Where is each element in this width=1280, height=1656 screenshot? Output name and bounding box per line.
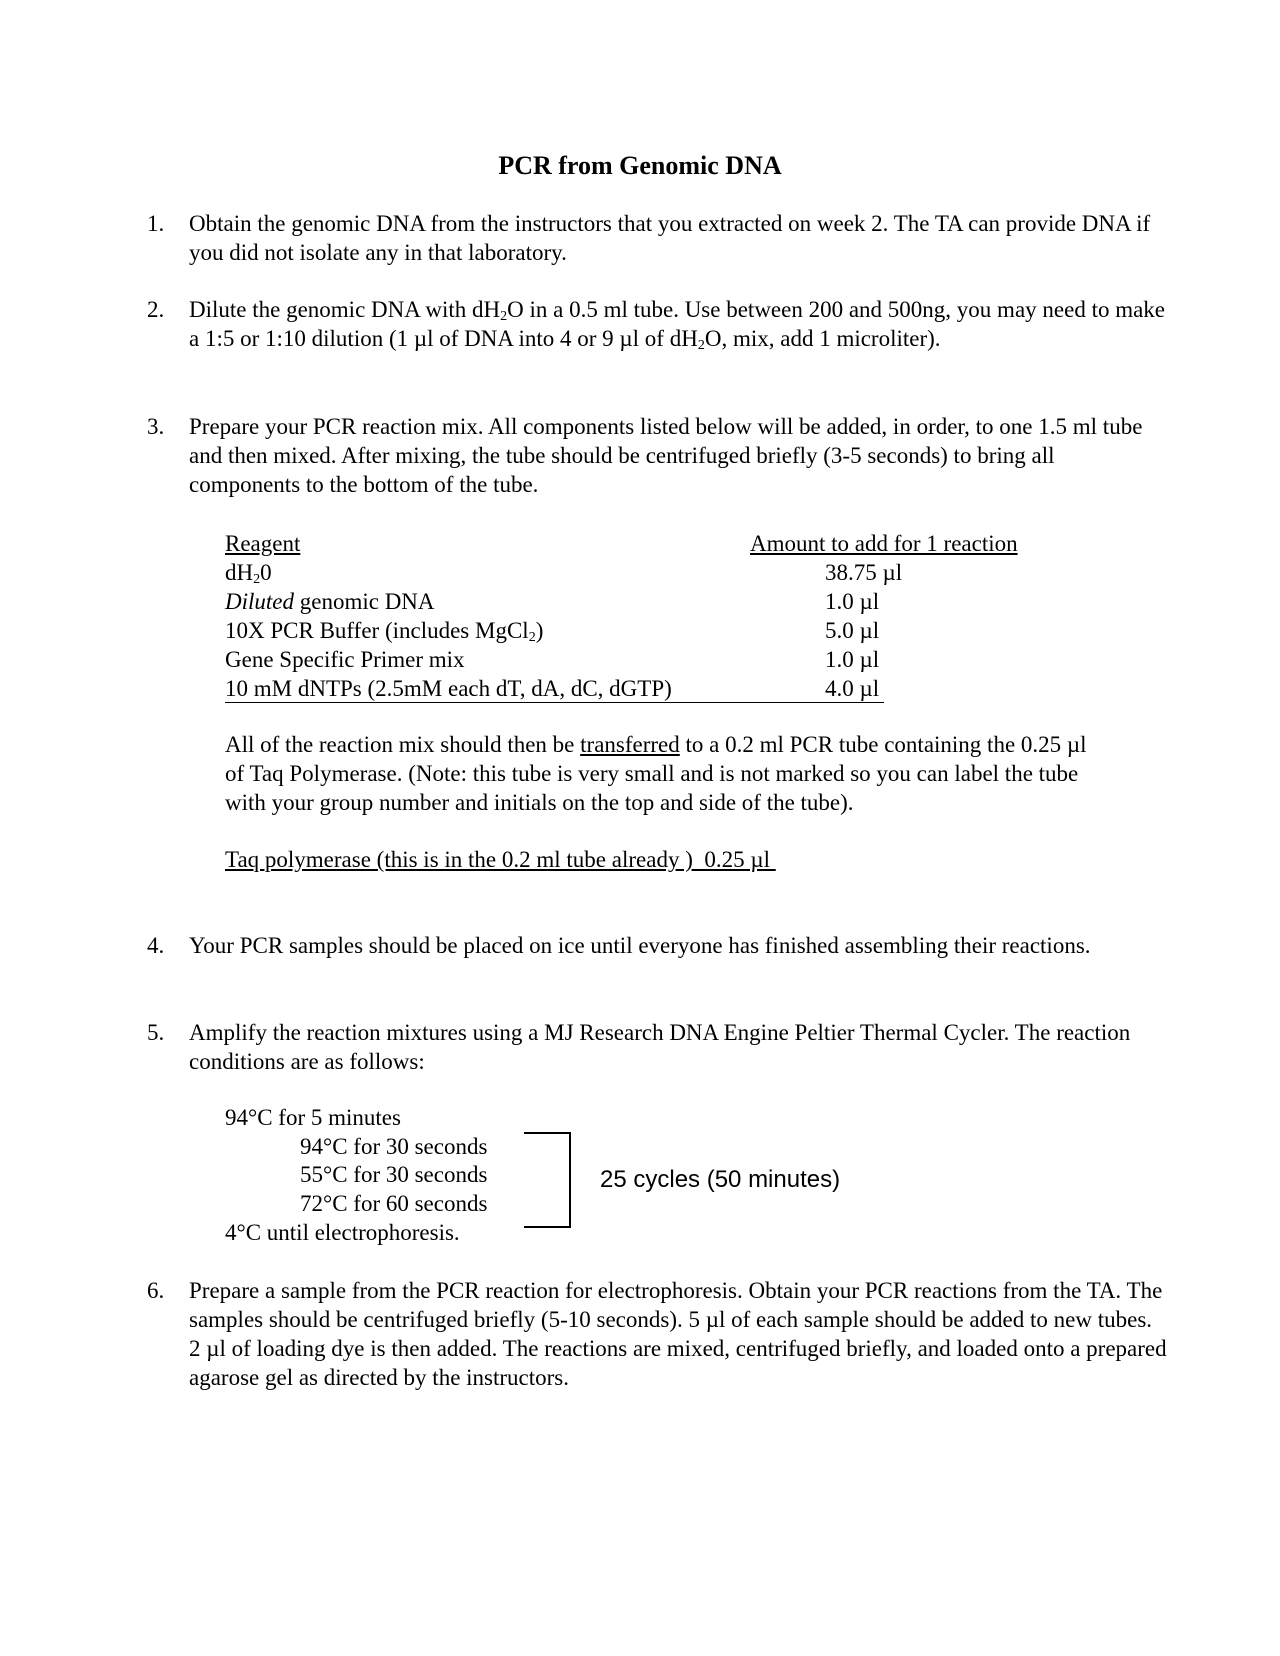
reagent-name-part: dH — [225, 560, 254, 585]
reagent-table — [225, 529, 1045, 703]
step-text — [189, 295, 1169, 353]
note-text: All of the reaction mix should then be — [225, 732, 581, 757]
reagent-name — [225, 616, 543, 645]
reagent-name-part: 10X PCR Buffer (includes MgCl — [225, 618, 529, 643]
step-number: 3. — [147, 414, 165, 439]
reagent-amount: 1.0 µl — [825, 647, 880, 672]
table-row — [225, 616, 1045, 645]
step-number: 5. — [147, 1020, 165, 1045]
step-text-part: Dilute the genomic DNA with dH — [189, 297, 501, 322]
cycle-bracket — [524, 1132, 571, 1228]
cycle-initial: 94°C for 5 minutes — [225, 1105, 401, 1130]
step-number: 6. — [147, 1278, 165, 1303]
cycle-step: 94°C for 30 seconds — [300, 1134, 488, 1159]
reagent-amount: 38.75 µl — [825, 560, 903, 585]
cycle-count-label: 25 cycles (50 minutes) — [600, 1166, 841, 1193]
subscript: 2 — [253, 572, 261, 587]
step-text: Obtain the genomic DNA from the instructors that you extracted on week 2. The TA can provide DNA if you did not isolate any in that laboratory. — [189, 211, 1151, 265]
reagent-name-part: 0 — [260, 560, 272, 585]
subscript: 2 — [697, 338, 705, 353]
reagent-amount: 1.0 µl — [825, 589, 880, 614]
reagent-name: Gene Specific Primer mix — [225, 647, 465, 672]
step-number: 2. — [147, 297, 165, 322]
reagent-name — [225, 558, 272, 587]
reagent-name — [225, 587, 435, 616]
reagent-name-italic: Diluted — [225, 589, 294, 614]
reagent-name: 10 mM dNTPs (2.5mM each dT, dA, dC, dGTP) — [225, 676, 672, 701]
cycle-step: 55°C for 30 seconds — [300, 1162, 488, 1187]
step-text-part: O, mix, add 1 microliter). — [704, 326, 941, 351]
table-header — [225, 529, 1045, 558]
step-text: Prepare a sample from the PCR reaction for electrophoresis. Obtain your PCR reactions from the TA. The samples should be centrifuged briefly (5-10 seconds). 5 µl of each sample should be added to new tubes. 2 µl of loading dye is then added. The reactions are mixed, centrifuged briefly, and loaded onto a prepared agarose gel as directed by the instructors. — [189, 1278, 1167, 1390]
step-number: 1. — [147, 211, 165, 236]
subscript: 2 — [500, 309, 508, 324]
reagent-header: Reagent — [225, 531, 301, 556]
step-text: Amplify the reaction mixtures using a MJ Research DNA Engine Peltier Thermal Cycler. The reaction conditions are as follows: — [189, 1020, 1131, 1074]
cycle-step: 72°C for 60 seconds — [300, 1191, 488, 1216]
step-number: 4. — [147, 933, 165, 958]
transfer-note — [225, 730, 1105, 817]
amount-header: Amount to add for 1 reaction — [750, 531, 1018, 556]
cycle-final: 4°C until electrophoresis. — [225, 1220, 460, 1245]
note-underlined: transferred — [580, 732, 680, 757]
note-text: to a 0.2 ml PCR tube containing the 0.25 µl of Taq Polymerase. (Note: this tube is very small and is not marked so you can label the tube with your group number and initials on the top and side of the tube). — [225, 732, 1087, 815]
page-title: PCR from Genomic DNA — [498, 151, 782, 180]
reagent-name-part: genomic DNA — [294, 589, 435, 614]
table-row — [225, 587, 1045, 616]
table-row — [225, 674, 1045, 703]
subscript: 2 — [528, 630, 536, 645]
table-row — [225, 645, 1045, 674]
step-text: Prepare your PCR reaction mix. All components listed below will be added, in order, to one 1.5 ml tube and then mixed. After mixing, the tube should be centrifuged briefly (3-5 seconds) to bring all components to the bottom of the tube. — [189, 414, 1143, 497]
reagent-amount: 4.0 µl — [825, 676, 880, 701]
taq-line: Taq polymerase (this is in the 0.2 ml tube already ) 0.25 µl — [225, 847, 776, 872]
reagent-name-part: ) — [535, 618, 544, 643]
step-text-part: O in a 0.5 ml tube. Use between 200 and 500ng, you may need to make a 1:5 or 1:10 dilution (1 µl of DNA into 4 or 9 µl of dH — [189, 297, 1166, 351]
step-text: Your PCR samples should be placed on ice until everyone has finished assembling their reactions. — [189, 933, 1091, 958]
reagent-amount: 5.0 µl — [825, 618, 880, 643]
table-row — [225, 558, 1045, 587]
